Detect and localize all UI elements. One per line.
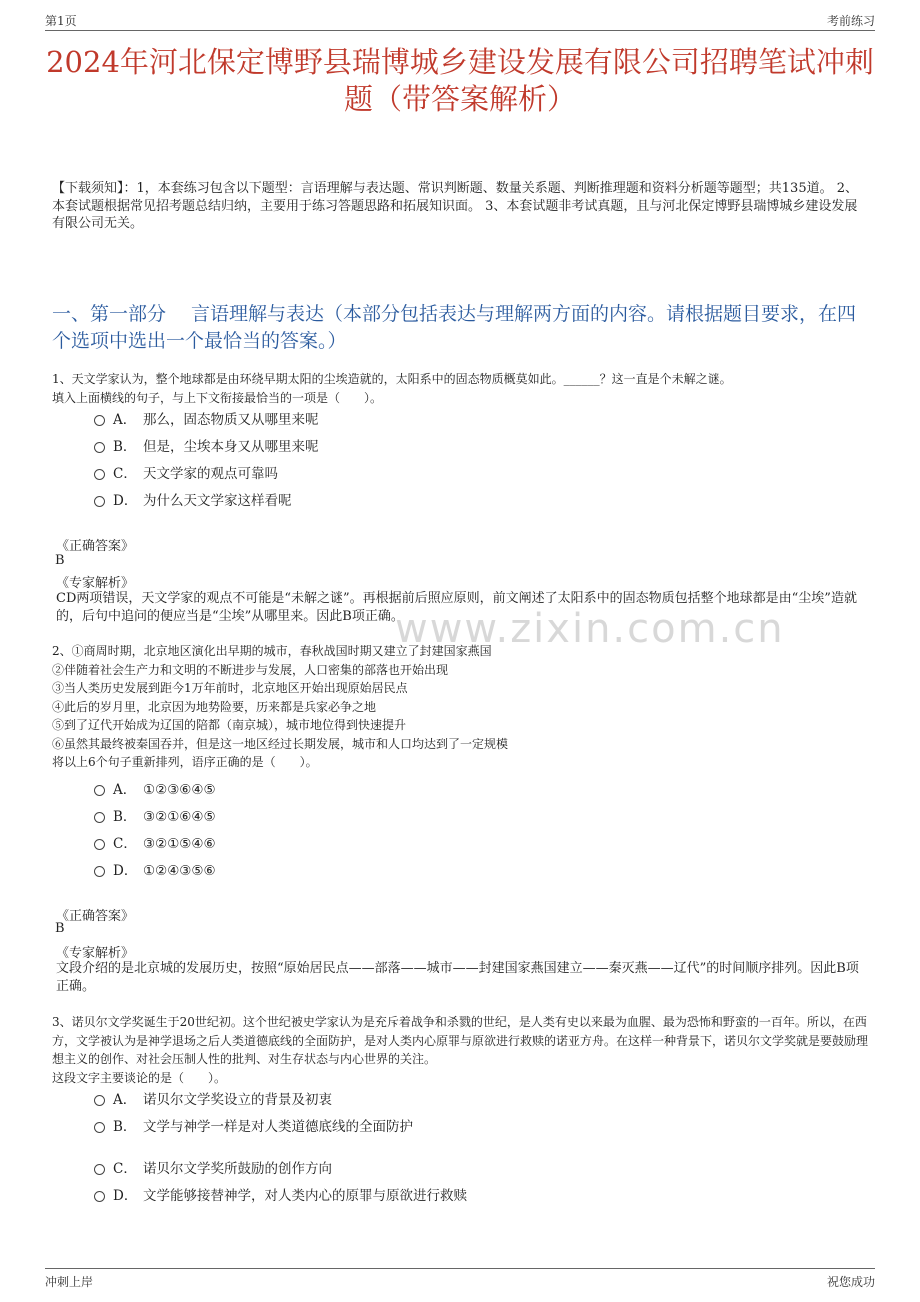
footer-rule bbox=[45, 1268, 875, 1269]
download-notice: 【下载须知】：1，本套练习包含以下题型：言语理解与表达题、常识判断题、数量关系题、判断推理题和资料分析题等题型；共135道。 2、本套试题根据常见招考题总结归纳，主要用于练习答题思路和拓展知识面。 3、本套试题非考试真题，且与河北保定博野县瑞博城乡建设发展有限公司无关。 bbox=[52, 181, 858, 231]
radio-icon[interactable] bbox=[94, 496, 105, 507]
radio-icon[interactable] bbox=[94, 1191, 105, 1202]
question-2-stem: 2、①商周时期，北京地区演化出早期的城市，春秋战国时期又建立了封建国家燕国 ②伴随着社会生产力和文明的不断进步与发展，人口密集的部落也开始出现 ③当人类历史发展到距今1万年前时，北京地区开始出现原始居民点 ④此后的岁月里，北京因为地势险要，历来都是兵家必争之地 ⑤到了辽代开始成为辽国的陪都（南京城），城市地位得到快速提升 ⑥虽然其最终被秦国吞并，但是这一地区经过长期发展，城市和人口均达到了一定规模 将以上6个句子重新排列，语序正确的是（ ）。 bbox=[52, 644, 509, 769]
analysis-label: 《专家解析》 bbox=[56, 576, 135, 591]
radio-icon[interactable] bbox=[94, 1164, 105, 1175]
question-3-option-c[interactable]: C． 诺贝尔文学奖所鼓励的创作方向 bbox=[94, 1160, 332, 1178]
question-1-stem: 1、天文学家认为，整个地球都是由环绕早期太阳的尘埃造就的，太阳系中的固态物质概莫如此。______？这一直是个未解之谜。 填入上面横线的句子，与上下文衔接最恰当的一项是（ ）。 bbox=[52, 372, 732, 405]
question-1-option-d[interactable]: D． 为什么天文学家这样看呢 bbox=[94, 492, 292, 510]
watermark: www.zixin.com.cn bbox=[395, 606, 785, 652]
footer-left-text: 冲刺上岸 bbox=[45, 1275, 94, 1289]
question-3-option-b[interactable]: B． 文学与神学一样是对人类道德底线的全面防护 bbox=[94, 1118, 413, 1136]
footer-right-text: 祝您成功 bbox=[826, 1275, 875, 1289]
radio-icon[interactable] bbox=[94, 1122, 105, 1133]
radio-icon[interactable] bbox=[94, 469, 105, 480]
radio-icon[interactable] bbox=[94, 866, 105, 877]
radio-icon[interactable] bbox=[94, 1095, 105, 1106]
radio-icon[interactable] bbox=[94, 415, 105, 426]
section-heading: 一、第一部分 言语理解与表达（本部分包括表达与理解两方面的内容。请根据题目要求，在四个选项中选出一个最恰当的答案。） bbox=[52, 303, 857, 352]
radio-icon[interactable] bbox=[94, 785, 105, 796]
radio-icon[interactable] bbox=[94, 442, 105, 453]
question-2-answer: B bbox=[55, 921, 65, 936]
question-1-answer: B bbox=[55, 553, 65, 568]
radio-icon[interactable] bbox=[94, 839, 105, 850]
question-3-option-a[interactable]: A． 诺贝尔文学奖设立的背景及初衷 bbox=[94, 1091, 332, 1109]
question-3-option-d[interactable]: D． 文学能够接替神学，对人类内心的原罪与原欲进行救赎 bbox=[94, 1187, 467, 1205]
question-1-option-c[interactable]: C． 天文学家的观点可靠吗 bbox=[94, 465, 278, 483]
answer-label: 《正确答案》 bbox=[56, 539, 135, 554]
question-1-option-a[interactable]: A． 那么，固态物质又从哪里来呢 bbox=[94, 411, 319, 429]
question-2-option-c[interactable]: C． ③②①⑤④⑥ bbox=[94, 835, 216, 853]
question-2-analysis: 文段介绍的是北京城的发展历史，按照“原始居民点——部落——城市——封建国家燕国建立——秦灭燕——辽代”的时间顺序排列。因此B项正确。 bbox=[56, 961, 859, 994]
answer-label: 《正确答案》 bbox=[56, 909, 135, 924]
analysis-label: 《专家解析》 bbox=[56, 946, 135, 961]
header-right-text: 考前练习 bbox=[826, 14, 875, 28]
question-2-option-b[interactable]: B． ③②①⑥④⑤ bbox=[94, 808, 216, 826]
question-2-option-a[interactable]: A． ①②③⑥④⑤ bbox=[94, 781, 216, 799]
page-number: 第1页 bbox=[45, 14, 77, 28]
page-title: 2024年河北保定博野县瑞博城乡建设发展有限公司招聘笔试冲刺题（带答案解析） bbox=[46, 45, 874, 116]
question-1-option-b[interactable]: B． 但是，尘埃本身又从哪里来呢 bbox=[94, 438, 319, 456]
header-rule bbox=[45, 30, 875, 31]
question-1-analysis: CD两项错误，天文学家的观点不可能是“未解之谜”。再根据前后照应原则，前文阐述了太阳系中的固态物质包括整个地球都是由“尘埃”造就的，后句中追问的便应当是“尘埃”从哪里来。因此B项正确。 bbox=[56, 591, 857, 624]
radio-icon[interactable] bbox=[94, 812, 105, 823]
question-2-option-d[interactable]: D． ①②④③⑤⑥ bbox=[94, 862, 216, 880]
question-3-stem: 3、诺贝尔文学奖诞生于20世纪初。这个世纪被史学家认为是充斥着战争和杀戮的世纪，是人类有史以来最为血腥、最为恐怖和野蛮的一百年。所以，在西方，文学被认为是神学退场之后人类道德底线的全面防护，是对人类内心原罪与原欲进行救赎的诺亚方舟。在这样一种背景下，诺贝尔文学奖就是要鼓励理想主义的创作、对社会压制人性的批判、对生存状态与内心世界的关注。 这段文字主要谈论的是（ ）。 bbox=[52, 1015, 869, 1085]
